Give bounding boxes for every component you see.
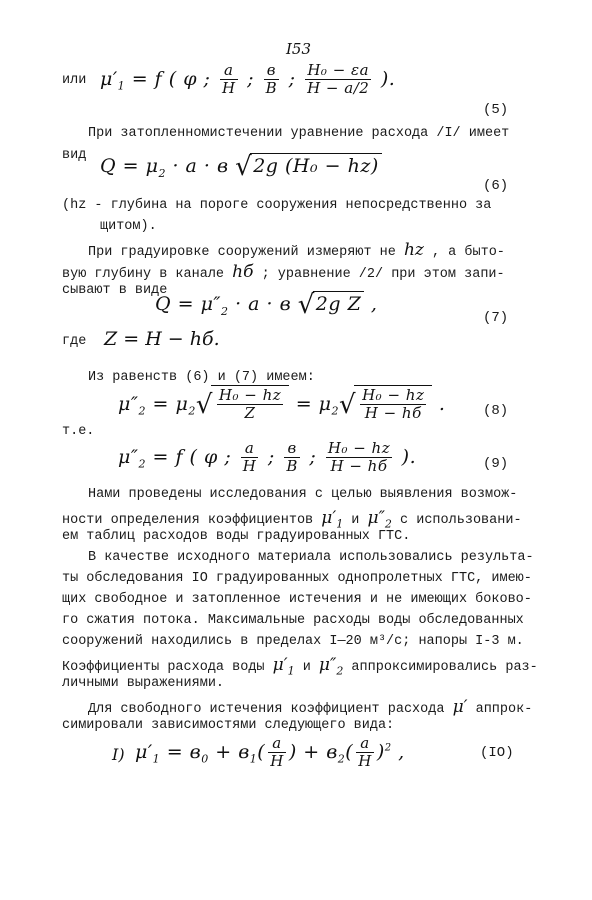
- mu2-symbol: $\mu''_2$: [318, 655, 344, 678]
- where-formula: Z = H − hб.: [104, 328, 220, 350]
- equation-9: $\mu''_2 = f$ ( φ ; $\frac{a}{H}$ ; $\frac{в}{B}$ ; $\frac{\text{H₀ − hz}}{H - hб}$ ).: [118, 439, 417, 476]
- equation-5: $\mu'_1 = f$ ( φ ; $\frac{a}{H}$ ; $\frac{в}{B}$ ; $\frac{\text{H₀ − εa}}{H - a/2}$ ).: [100, 61, 396, 98]
- p6-line1: В качестве исходного материала использовались результа-: [88, 550, 534, 565]
- eq6-number: (6): [483, 178, 509, 194]
- mu1-symbol: μ′: [452, 697, 468, 717]
- eq9-number: (9): [483, 456, 509, 472]
- eq5-number: (5): [483, 102, 509, 118]
- p2-line2: щитом).: [100, 219, 157, 234]
- p6-line2: ты обследования IO градуированных однопролетных ГТС, имею-: [62, 571, 532, 586]
- eq5-lead: или: [62, 73, 87, 88]
- page-number: I53: [286, 40, 312, 58]
- p3-line1: При градуировке сооружений измеряют не hz , а быто-: [88, 240, 505, 260]
- eq10-lead: I): [112, 745, 125, 764]
- equation-6: $Q = \mu_2 \cdot a \cdot в$ √2g (H₀ − hz): [100, 152, 382, 182]
- p3-line2: вую глубину в канале hб ; уравнение /2/ при этом запи-: [62, 262, 505, 282]
- p6-line5: сооружений находились в пределах I—20 м³/с; напоры I-3 м.: [62, 634, 524, 649]
- p1-line2: вид: [62, 148, 87, 163]
- p7-line2: симировали зависимостями следующего вида:: [62, 718, 395, 733]
- eq7-number: (7): [483, 310, 509, 326]
- p6-line6: Коэффициенты расхода воды $\mu'_1$ и $\mu''_2$ аппроксимировались раз-: [62, 655, 538, 678]
- p6-line7: личными выражениями.: [62, 676, 225, 691]
- p5-line1: Нами проведены исследования с целью выявления возмож-: [88, 487, 518, 502]
- p6-line3: щих свободное и затопленное истечения и не имеющих боково-: [62, 592, 532, 607]
- eq8-number: (8): [483, 403, 509, 419]
- p5-line3: ем таблиц расходов воды градуированных ГТС.: [62, 529, 411, 544]
- eq8-lead: т.е.: [62, 424, 95, 439]
- equation-8: $\mu''_2 = \mu_2√$ $\frac{\text{H₀ − hz}}{Z}$ = $\mu_2√$ $\frac{\text{H₀ − hz}}{H - hб}$ .: [118, 386, 446, 423]
- mu1-symbol: $\mu'_1$: [272, 655, 295, 678]
- p6-line4: го сжатия потока. Максимальные расходы воды обследованных: [62, 613, 524, 628]
- p7-line1: Для свободного истечения коэффициент расхода μ′ аппрок-: [88, 697, 533, 717]
- mu1-symbol: $\mu'_1$: [321, 508, 344, 531]
- equation-10: $\mu'_1 = в_0 + в_1$( $\frac{a}{H}$ ) + $в_2$( $\frac{a}{H}$ )$^2$ ,: [135, 734, 405, 771]
- p5-line2: ности определения коэффициентов $\mu'_1$ и $\mu''_2$ с использовани-: [62, 508, 522, 531]
- p2-line1: (hz - глубина на пороге сооружения непосредственно за: [62, 198, 492, 213]
- p3-line3: сывают в виде: [62, 283, 168, 298]
- where-lead: где: [62, 334, 87, 349]
- p4-line1: Из равенств (6) и (7) имеем:: [88, 370, 315, 385]
- hz-symbol: hz: [403, 240, 424, 260]
- mu2-symbol: $\mu''_2$: [367, 508, 392, 531]
- equation-7: $Q = \mu''_2 \cdot a \cdot в$ √2g Z ,: [155, 290, 378, 320]
- eq10-number: (IO): [480, 745, 514, 761]
- hb-symbol: hб: [232, 262, 254, 282]
- p1-line1: При затопленномистечении уравнение расхода /I/ имеет: [88, 126, 510, 141]
